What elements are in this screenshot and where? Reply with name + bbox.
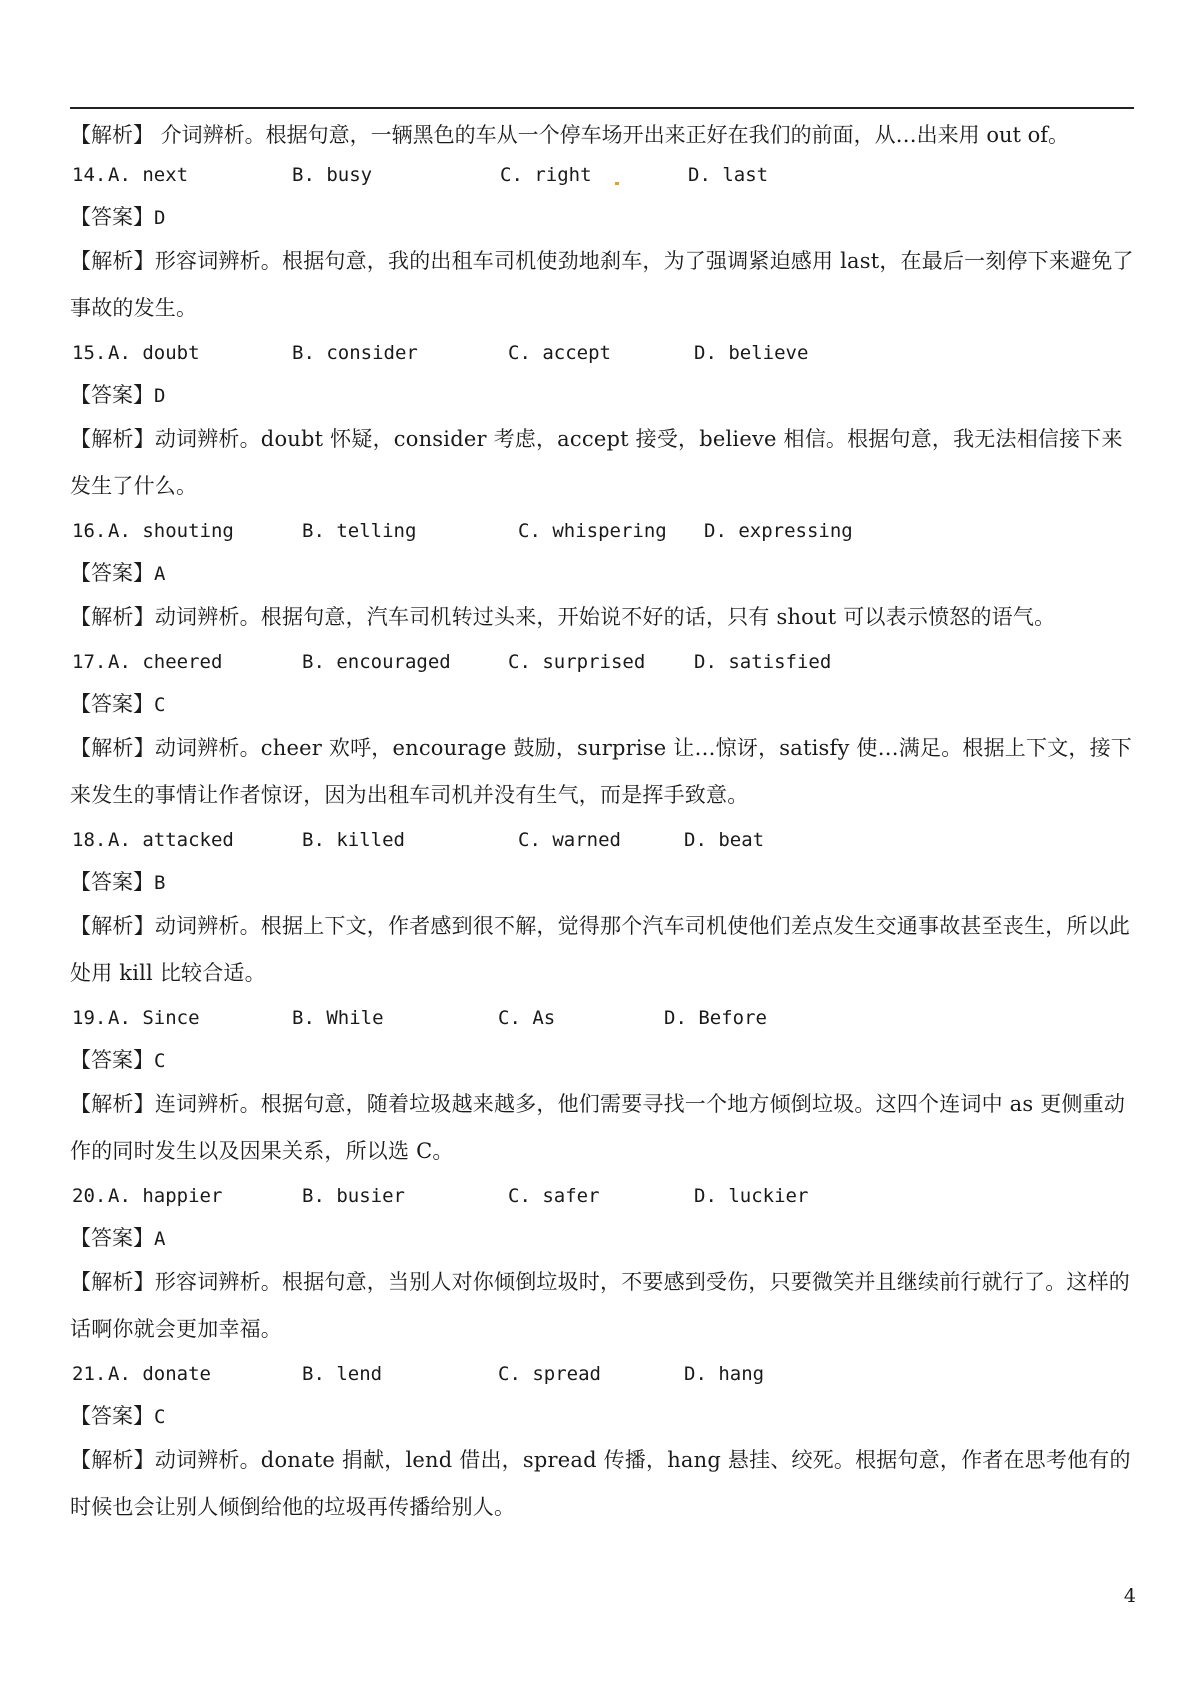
option-a: A. cheered — [108, 651, 223, 673]
explain-label: 【解析】 — [70, 605, 155, 629]
option-d: D. expressing — [704, 520, 853, 542]
option-c: C. whispering — [518, 520, 667, 542]
option-d: D. Before — [664, 1007, 767, 1029]
explain-label: 【解析】 — [70, 1270, 155, 1294]
options-line — [70, 997, 1134, 1039]
option-a: A. happier — [108, 1185, 223, 1207]
question-block — [70, 1353, 1134, 1531]
answer-line — [70, 1039, 1134, 1081]
option-b: B. encouraged — [302, 651, 451, 673]
question-block — [70, 1175, 1134, 1353]
options-line — [70, 332, 1134, 374]
explain-label: 【解析】 — [70, 914, 155, 938]
answer-label: 【答案】 — [70, 870, 154, 894]
answer-label: 【答案】 — [70, 1226, 154, 1250]
option-a: A. Since — [108, 1007, 200, 1029]
explanation — [70, 416, 1134, 510]
document-body — [70, 112, 1134, 1531]
option-b: B. lend — [302, 1363, 383, 1385]
options-line — [70, 641, 1134, 683]
question-number: 21. — [72, 1363, 107, 1385]
question-number: 19. — [72, 1007, 107, 1029]
answer-value: A — [154, 563, 166, 585]
explanation — [70, 238, 1134, 332]
explanation — [70, 1081, 1134, 1175]
option-b: B. busy — [292, 164, 373, 186]
question-block — [70, 641, 1134, 819]
explain-label: 【解析】 — [70, 427, 155, 451]
question-number: 15. — [72, 342, 107, 364]
option-a: A. doubt — [108, 342, 200, 364]
answer-line — [70, 683, 1134, 725]
question-number: 18. — [72, 829, 107, 851]
options-line — [70, 819, 1134, 861]
options-line — [70, 154, 1134, 196]
option-c: C. accept — [508, 342, 611, 364]
option-b: B. While — [292, 1007, 384, 1029]
option-c: C. warned — [518, 829, 621, 851]
question-number: 16. — [72, 520, 107, 542]
option-a: A. next — [108, 164, 189, 186]
explain-text: 形容词辨析。根据句意，当别人对你倾倒垃圾时，不要感到受伤，只要微笑并且继续前行就行了。这样的话啊你就会更加幸福。 — [70, 1270, 1131, 1341]
option-b: B. busier — [302, 1185, 405, 1207]
answer-label: 【答案】 — [70, 692, 154, 716]
answer-line — [70, 196, 1134, 238]
explain-label: 【解析】 — [70, 123, 154, 147]
answer-value: D — [154, 207, 166, 229]
question-block — [70, 332, 1134, 510]
option-b: B. telling — [302, 520, 417, 542]
explain-text: 形容词辨析。根据句意，我的出租车司机使劲地刹车，为了强调紧迫感用 last，在最后一刻停下来避免了事故的发生。 — [70, 249, 1134, 320]
answer-label: 【答案】 — [70, 561, 154, 585]
answer-line — [70, 374, 1134, 416]
answer-label: 【答案】 — [70, 205, 154, 229]
explanation — [70, 1259, 1134, 1353]
explain-label: 【解析】 — [70, 1448, 155, 1472]
explain-text: 动词辨析。donate 捐献，lend 借出，spread 传播，hang 悬挂、绞死。根据句意，作者在思考他有的时候也会让别人倾倒给他的垃圾再传播给别人。 — [70, 1448, 1131, 1519]
option-b: B. killed — [302, 829, 405, 851]
intro-explanation — [70, 112, 1134, 159]
option-d: D. hang — [684, 1363, 765, 1385]
question-block — [70, 997, 1134, 1175]
option-d: D. beat — [684, 829, 765, 851]
answer-value: A — [154, 1228, 166, 1250]
answer-value: C — [154, 1050, 166, 1072]
answer-line — [70, 1217, 1134, 1259]
explanation — [70, 725, 1134, 819]
answer-value: D — [154, 385, 166, 407]
question-block — [70, 510, 1134, 641]
option-b: B. consider — [292, 342, 418, 364]
options-line — [70, 1353, 1134, 1395]
highlight-mark — [615, 182, 619, 185]
explanation — [70, 1437, 1134, 1531]
question-number: 14. — [72, 164, 107, 186]
options-line — [70, 1175, 1134, 1217]
option-a: A. attacked — [108, 829, 234, 851]
question-number: 17. — [72, 651, 107, 673]
option-d: D. last — [688, 164, 769, 186]
answer-value: C — [154, 694, 166, 716]
option-a: A. shouting — [108, 520, 234, 542]
answer-line — [70, 1395, 1134, 1437]
options-line — [70, 510, 1134, 552]
answer-value: B — [154, 872, 166, 894]
question-block — [70, 819, 1134, 997]
option-c: C. right — [500, 164, 592, 186]
option-a: A. donate — [108, 1363, 211, 1385]
option-c: C. safer — [508, 1185, 600, 1207]
explain-text: 动词辨析。根据上下文，作者感到很不解，觉得那个汽车司机使他们差点发生交通事故甚至丧生，所以此处用 kill 比较合适。 — [70, 914, 1131, 985]
option-c: C. As — [498, 1007, 556, 1029]
explain-text: 动词辨析。doubt 怀疑，consider 考虑，accept 接受，believe 相信。根据句意，我无法相信接下来发生了什么。 — [70, 427, 1123, 498]
answer-label: 【答案】 — [70, 1404, 154, 1428]
option-d: D. luckier — [694, 1185, 809, 1207]
answer-label: 【答案】 — [70, 383, 154, 407]
explain-text: 动词辨析。根据句意，汽车司机转过头来，开始说不好的话，只有 shout 可以表示愤怒的语气。 — [154, 605, 1056, 629]
header-rule — [70, 107, 1134, 109]
explain-text: 动词辨析。cheer 欢呼，encourage 鼓励，surprise 让…惊讶，satisfy 使…满足。根据上下文，接下来发生的事情让作者惊讶，因为出租车司机并没有生气，而是挥手致意。 — [70, 736, 1133, 807]
answer-line — [70, 861, 1134, 903]
question-number: 20. — [72, 1185, 107, 1207]
explanation — [70, 903, 1134, 997]
option-c: C. spread — [498, 1363, 601, 1385]
question-block — [70, 154, 1134, 332]
explain-label: 【解析】 — [70, 1092, 155, 1116]
explain-text: 介词辨析。根据句意，一辆黑色的车从一个停车场开出来正好在我们的前面，从…出来用 out of。 — [154, 123, 1070, 147]
answer-line — [70, 552, 1134, 594]
explain-label: 【解析】 — [70, 249, 155, 273]
option-d: D. believe — [694, 342, 809, 364]
page-number: 4 — [1123, 1585, 1136, 1607]
question-list — [70, 154, 1134, 1531]
explain-text: 连词辨析。根据句意，随着垃圾越来越多，他们需要寻找一个地方倾倒垃圾。这四个连词中 as 更侧重动作的同时发生以及因果关系，所以选 C。 — [70, 1092, 1126, 1163]
explanation — [70, 594, 1134, 641]
explain-label: 【解析】 — [70, 736, 155, 760]
option-d: D. satisfied — [694, 651, 832, 673]
answer-value: C — [154, 1406, 166, 1428]
option-c: C. surprised — [508, 651, 646, 673]
answer-label: 【答案】 — [70, 1048, 154, 1072]
